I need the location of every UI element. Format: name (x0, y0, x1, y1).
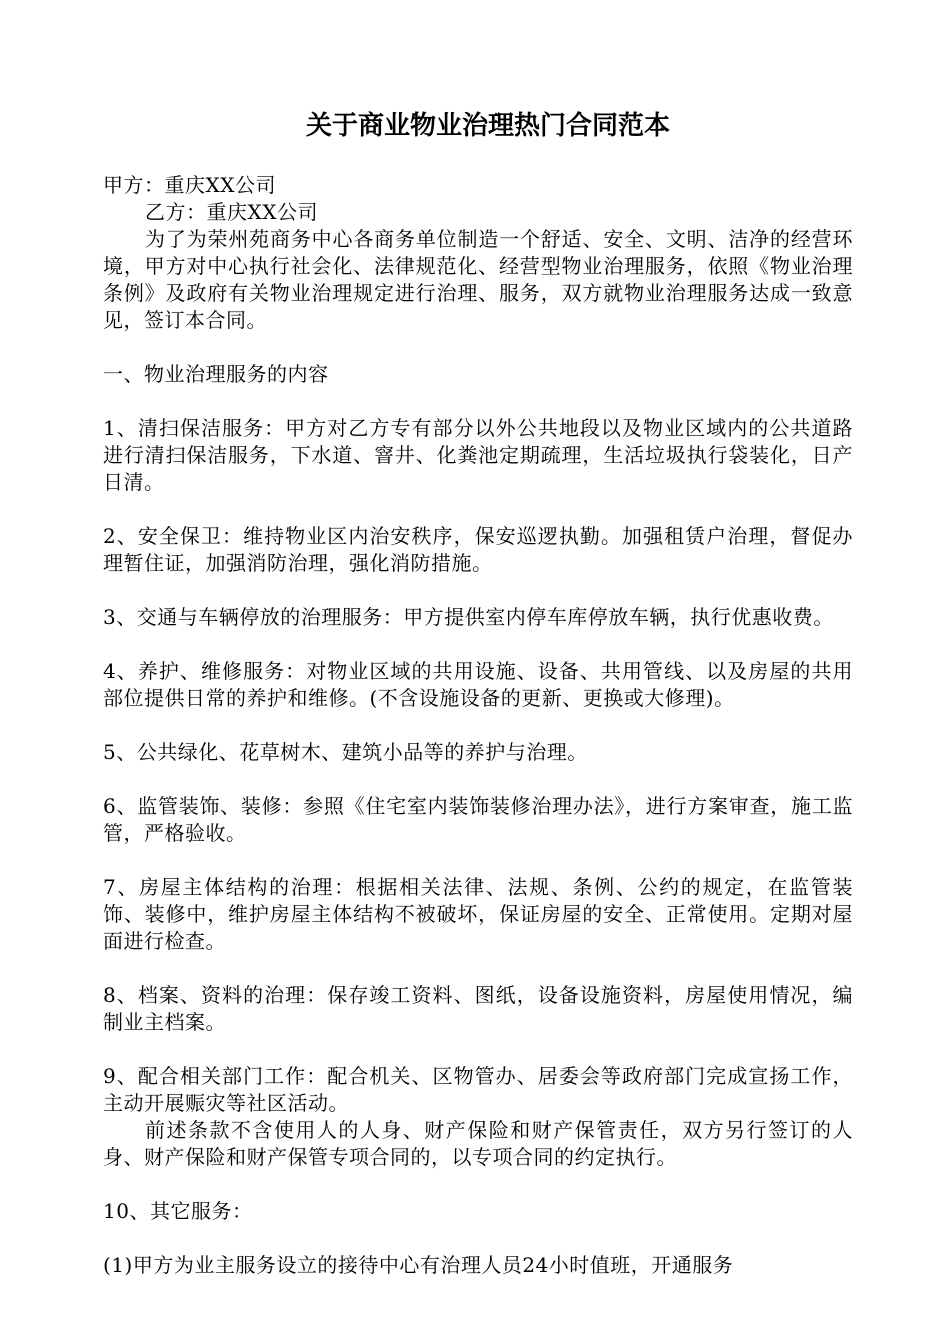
document-title: 关于商业物业治理热门合同范本 (305, 111, 670, 141)
clause-5: 5、公共绿化、花草树木、建筑小品等的养护与治理。 (103, 740, 588, 764)
clause-2: 2、安全保卫：维持物业区内治安秩序，保安巡逻执勤。加强租赁户治理，督促办理暂住证，加强消防治理，强化消防措施。 (103, 524, 853, 575)
preamble-paragraph: 为了为荣州苑商务中心各商务单位制造一个舒适、安全、文明、洁净的经营环境，甲方对中心执行社会化、法律规范化、经营型物业治理服务，依照《物业治理条例》及政府有关物业治理规定进行治理、服务，双方就物业治理服务达成一致意见，签订本合同。 (103, 227, 853, 332)
party-b-line: 乙方：重庆XX公司 (145, 200, 318, 224)
clause-6: 6、监管装饰、装修：参照《住宅室内装饰装修治理办法》，进行方案审查，施工监管，严格验收。 (103, 794, 853, 845)
sub-clause-1: (1)甲方为业主服务设立的接待中心有治理人员24小时值班，开通服务 (103, 1253, 734, 1277)
clause-3: 3、交通与车辆停放的治理服务：甲方提供室内停车库停放车辆，执行优惠收费。 (103, 605, 834, 629)
clause-1: 1、清扫保洁服务：甲方对乙方专有部分以外公共地段以及物业区域内的公共道路进行清扫保洁服务，下水道、窨井、化粪池定期疏理，生活垃圾执行袋装化，日产日清。 (103, 416, 853, 494)
clause-4: 4、养护、维修服务：对物业区域的共用设施、设备、共用管线、以及房屋的共用部位提供日常的养护和维修。(不含设施设备的更新、更换或大修理)。 (103, 659, 853, 710)
document-page (103, 108, 853, 1279)
party-a-line: 甲方：重庆XX公司 (103, 173, 276, 197)
section-heading: 一、物业治理服务的内容 (103, 362, 329, 386)
exclusion-note: 前述条款不含使用人的人身、财产保险和财产保管责任，双方另行签订的人身、财产保险和财产保管专项合同的，以专项合同的约定执行。 (103, 1118, 853, 1169)
clause-9: 9、配合相关部门工作：配合机关、区物管办、居委会等政府部门完成宣扬工作，主动开展赈灾等社区活动。 (103, 1064, 853, 1115)
clause-8: 8、档案、资料的治理：保存竣工资料、图纸，设备设施资料，房屋使用情况，编制业主档案。 (103, 983, 853, 1034)
clause-7: 7、房屋主体结构的治理：根据相关法律、法规、条例、公约的规定，在监管装饰、装修中，维护房屋主体结构不被破坏，保证房屋的安全、正常使用。定期对屋面进行检查。 (103, 875, 853, 953)
clause-10: 10、其它服务： (103, 1199, 253, 1223)
